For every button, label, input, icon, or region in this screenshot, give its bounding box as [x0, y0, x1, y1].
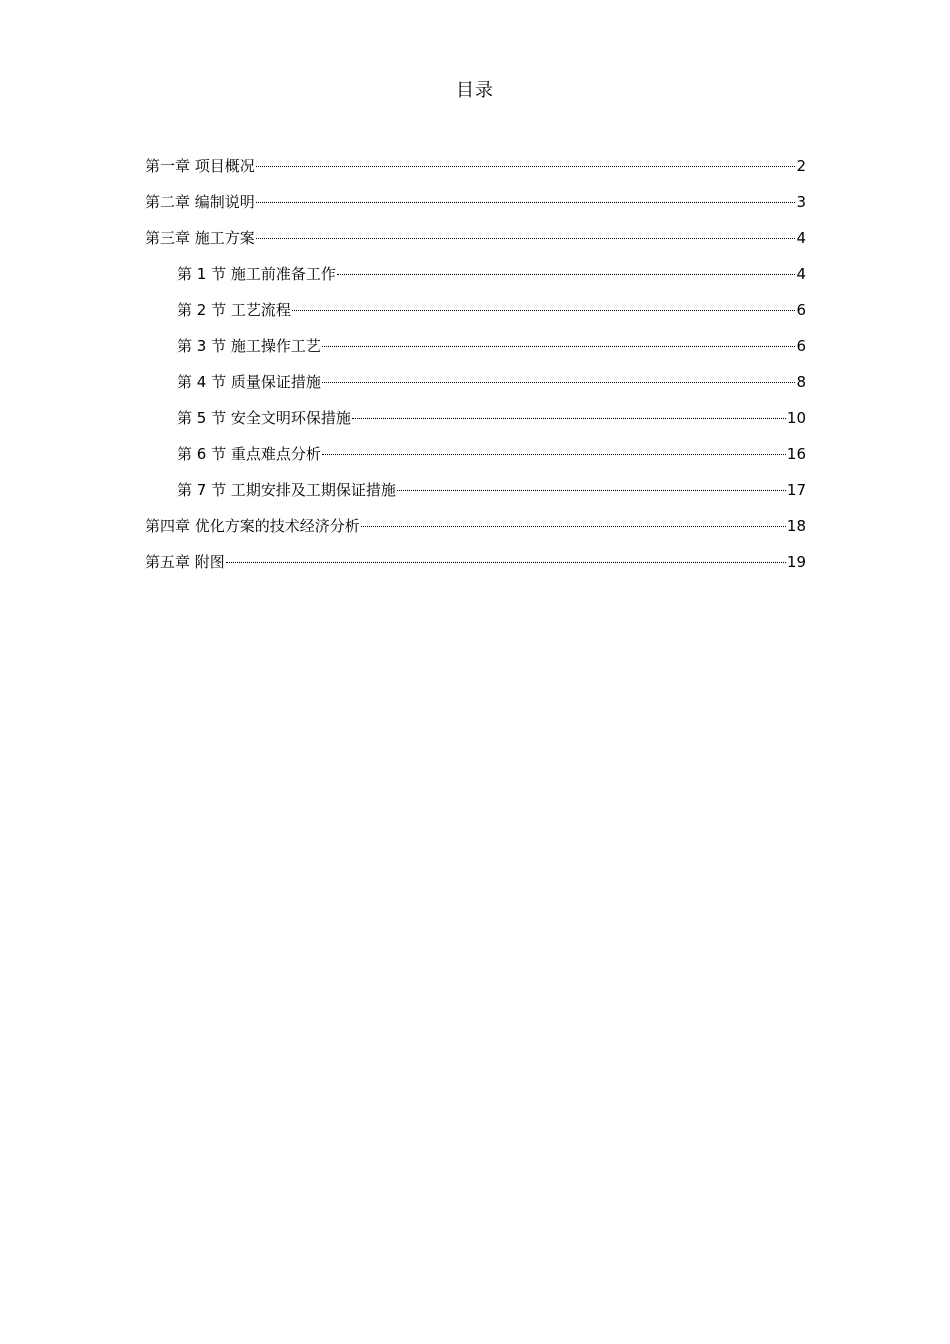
toc-entry-chapter-3[interactable] — [145, 226, 806, 262]
toc-entry-page-number: 19 — [786, 553, 806, 571]
dot-leader — [226, 562, 786, 563]
dot-leader — [256, 238, 796, 239]
dot-leader — [397, 490, 786, 491]
toc-entry-section-5[interactable] — [145, 406, 806, 442]
toc-entry-page-number: 4 — [796, 265, 806, 283]
toc-entry-chapter-5[interactable] — [145, 550, 806, 586]
toc-entry-chapter-4[interactable] — [145, 514, 806, 550]
toc-title: 目录 — [456, 80, 494, 101]
toc-entry-label: 第一章 项目概况 — [145, 157, 255, 175]
toc-entry-section-3[interactable] — [145, 334, 806, 370]
toc-entry-section-7[interactable] — [145, 478, 806, 514]
toc-entry-page-number: 10 — [786, 409, 806, 427]
toc-entry-label: 第三章 施工方案 — [145, 229, 255, 247]
toc-entry-label: 第 7 节 工期安排及工期保证措施 — [177, 481, 396, 499]
toc-entry-page-number: 4 — [796, 229, 806, 247]
toc-entry-chapter-1[interactable] — [145, 154, 806, 190]
toc-entry-label: 第 4 节 质量保证措施 — [177, 373, 321, 391]
dot-leader — [256, 202, 796, 203]
toc-entry-label: 第 1 节 施工前准备工作 — [177, 265, 336, 283]
dot-leader — [292, 310, 796, 311]
toc-entry-section-1[interactable] — [145, 262, 806, 298]
toc-entry-page-number: 8 — [796, 373, 806, 391]
toc-entry-section-2[interactable] — [145, 298, 806, 334]
toc-entry-section-6[interactable] — [145, 442, 806, 478]
toc-entry-page-number: 2 — [796, 157, 806, 175]
toc-entry-chapter-2[interactable] — [145, 190, 806, 226]
dot-leader — [361, 526, 786, 527]
toc-entry-page-number: 6 — [796, 301, 806, 319]
dot-leader — [352, 418, 786, 419]
dot-leader — [322, 382, 796, 383]
dot-leader — [337, 274, 796, 275]
toc-entry-page-number: 18 — [786, 517, 806, 535]
toc-entry-label: 第 2 节 工艺流程 — [177, 301, 291, 319]
toc-entry-page-number: 17 — [786, 481, 806, 499]
toc-entry-label: 第 5 节 安全文明环保措施 — [177, 409, 351, 427]
toc-entry-label: 第 3 节 施工操作工艺 — [177, 337, 321, 355]
toc-entry-page-number: 6 — [796, 337, 806, 355]
toc-entry-page-number: 16 — [786, 445, 806, 463]
toc-entry-label: 第四章 优化方案的技术经济分析 — [145, 517, 360, 535]
dot-leader — [256, 166, 796, 167]
toc-entry-section-4[interactable] — [145, 370, 806, 406]
toc-entry-label: 第 6 节 重点难点分析 — [177, 445, 321, 463]
toc-entry-page-number: 3 — [796, 193, 806, 211]
dot-leader — [322, 346, 796, 347]
toc-entry-label: 第二章 编制说明 — [145, 193, 255, 211]
table-of-contents — [145, 154, 806, 586]
dot-leader — [322, 454, 786, 455]
toc-entry-label: 第五章 附图 — [145, 553, 225, 571]
